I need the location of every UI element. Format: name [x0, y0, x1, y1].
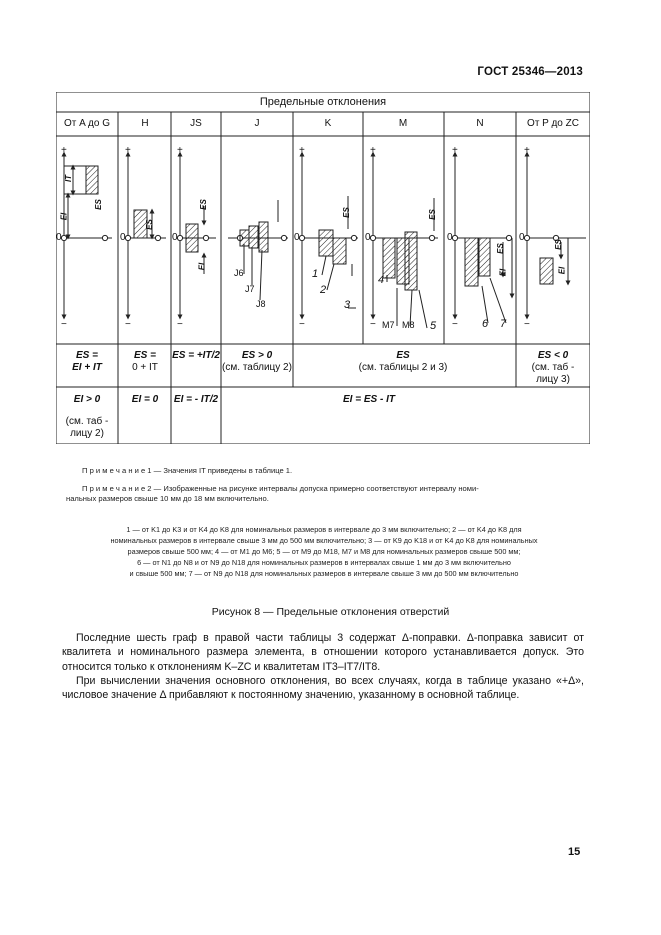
column-header: JS [190, 118, 202, 129]
label-k1: 1 [312, 268, 319, 280]
label-k3: 3 [344, 299, 351, 311]
plus-sign: + [125, 145, 131, 156]
plus-sign: + [524, 145, 530, 156]
page-number: 15 [568, 846, 581, 858]
formula-h-es: 0 + IT [132, 362, 158, 373]
formula-rest-ei: EI = ES - IT [343, 394, 395, 405]
figure-graphics [56, 92, 590, 444]
footnote-line: размеров свыше 500 мм; 4 — от M1 до M6; 5 — от M9 до M18, M7 и M8 для номинальных размеров свыше 500 мм; [127, 547, 521, 556]
formula-j-es: ES > 0 [241, 350, 273, 361]
note-label: П р и м е ч а н и е 1 [82, 466, 152, 475]
formula-js-es: ES = +IT/2 [172, 350, 220, 361]
note-text: — Изображенные на рисунке интервалы допуска примерно соответствуют интервалу номи- [153, 484, 479, 493]
es-symbol: ES [427, 209, 437, 220]
minus-sign: − [177, 319, 183, 330]
note-2 [82, 484, 479, 494]
column-header: От A до G [64, 118, 110, 129]
label-j8: J8 [256, 299, 266, 309]
column-header: K [324, 118, 332, 129]
body-text [62, 631, 584, 702]
plus-sign: + [299, 145, 305, 156]
plus-sign: + [61, 145, 67, 156]
formula-h-es: ES = [134, 350, 156, 361]
formula-js-ei: EI = - IT/2 [173, 394, 219, 405]
es-symbol: ES [341, 207, 351, 218]
note-1 [82, 466, 292, 476]
zero-label: 0 [519, 232, 525, 243]
es-symbol: ES [198, 199, 208, 210]
formula-h-ei: EI = 0 [131, 394, 159, 405]
footnote-line: номинальных размеров в интервале свыше 3 мм до 500 мм включительно; 3 — от K9 до K18 и от K4 до K8 для номинальных [110, 536, 538, 545]
formula-km-es: ES [396, 350, 410, 361]
zero-label: 0 [172, 232, 178, 243]
zero-label: 0 [56, 232, 62, 243]
minus-sign: − [299, 319, 305, 330]
label-m7: M7 [382, 320, 395, 330]
label-n7: 7 [500, 318, 507, 330]
zero-label: 0 [294, 232, 300, 243]
deviation-figure [56, 92, 590, 444]
formula-ag-ref: (см. таб - [65, 416, 109, 427]
minus-sign: − [370, 319, 376, 330]
plus-sign: + [370, 145, 376, 156]
note-2-cont: нальных размеров свыше 10 мм до 18 мм включительно. [66, 494, 269, 503]
column-header: M [398, 118, 408, 129]
formula-j-ref: (см. таблицу 2) [222, 362, 292, 373]
figure-title: Предельные отклонения [259, 96, 387, 108]
tolerance-zones [86, 166, 553, 290]
es-symbol: ES [553, 239, 563, 250]
label-m8: M8 [402, 320, 415, 330]
formula-pzc-ref: лицу 3) [536, 374, 570, 385]
formula-ag-es: ES = [76, 350, 98, 361]
footnote-line: и свыше 500 мм; 7 — от N9 до N18 для номинальных размеров в интервале свыше 3 мм до 500 мм включительно [129, 569, 519, 578]
paragraph: Последние шесть граф в правой части таблицы 3 содержат Δ-поправки. Δ-поправка зависит от квалитета и номинального размера элемента, в отношении которого устанавливается допуск. Это относится только к отклонениям K–ZC и квалитетам IT3–IT7/IT8. [62, 632, 584, 673]
label-n6: 6 [482, 318, 489, 330]
minus-sign: − [125, 319, 131, 330]
ei-symbol: EI [59, 212, 69, 221]
column-header: N [476, 118, 484, 129]
zero-label: 0 [447, 232, 453, 243]
plus-sign: + [452, 145, 458, 156]
minus-sign: − [524, 319, 530, 330]
ei-symbol: EI [557, 266, 567, 275]
column-header: J [254, 118, 260, 129]
plus-sign: + [177, 145, 183, 156]
zero-label: 0 [365, 232, 371, 243]
figure-caption: Рисунок 8 — Предельные отклонения отверстий [211, 606, 450, 618]
label-j6: J6 [234, 268, 244, 278]
minus-sign: − [61, 319, 67, 330]
paragraph: При вычислении значения основного отклонения, во всех случаях, когда в таблице указано «+Δ», числовое значение Δ прибавляют к постоянному значению, указанному в основной таблице. [62, 674, 584, 702]
footnote-line: 6 — от N1 до N8 и от N9 до N18 для номинальных размеров в интервалах свыше 1 мм до 3 мм включительно [137, 558, 511, 567]
note-label: П р и м е ч а н и е 2 [82, 484, 152, 493]
footnote-line: 1 — от K1 до K3 и от K4 до K8 для номинальных размеров в интервале до 3 мм включительно; 2 — от K4 до K8 для [126, 525, 522, 534]
es-symbol: ES [495, 243, 505, 254]
label-j7: J7 [245, 284, 255, 294]
formula-ag-es: EI + IT [72, 362, 102, 373]
label-m5: 5 [430, 320, 437, 332]
document-code: ГОСТ 25346—2013 [477, 66, 583, 78]
label-k2: 2 [320, 284, 327, 296]
it-symbol: IT [64, 174, 74, 183]
column-header: H [141, 118, 149, 129]
formula-ag-ei: EI > 0 [73, 394, 101, 405]
zero-label: 0 [120, 232, 126, 243]
ei-symbol: EI [197, 262, 207, 271]
minus-sign: − [452, 319, 458, 330]
note-text: — Значения IT приведены в таблице 1. [153, 466, 293, 475]
ei-symbol: EI [498, 268, 508, 277]
formula-km-ref: (см. таблицы 2 и 3) [358, 362, 448, 373]
es-symbol: ES [144, 219, 154, 230]
formula-pzc-ref: (см. таб - [531, 362, 575, 373]
extension-lines [64, 166, 568, 328]
label-m4: 4 [378, 274, 385, 286]
formula-ag-ref: лицу 2) [70, 428, 104, 439]
formula-pzc-es: ES < 0 [537, 350, 569, 361]
column-header: От P до ZC [527, 118, 579, 129]
es-symbol: ES [93, 199, 103, 210]
